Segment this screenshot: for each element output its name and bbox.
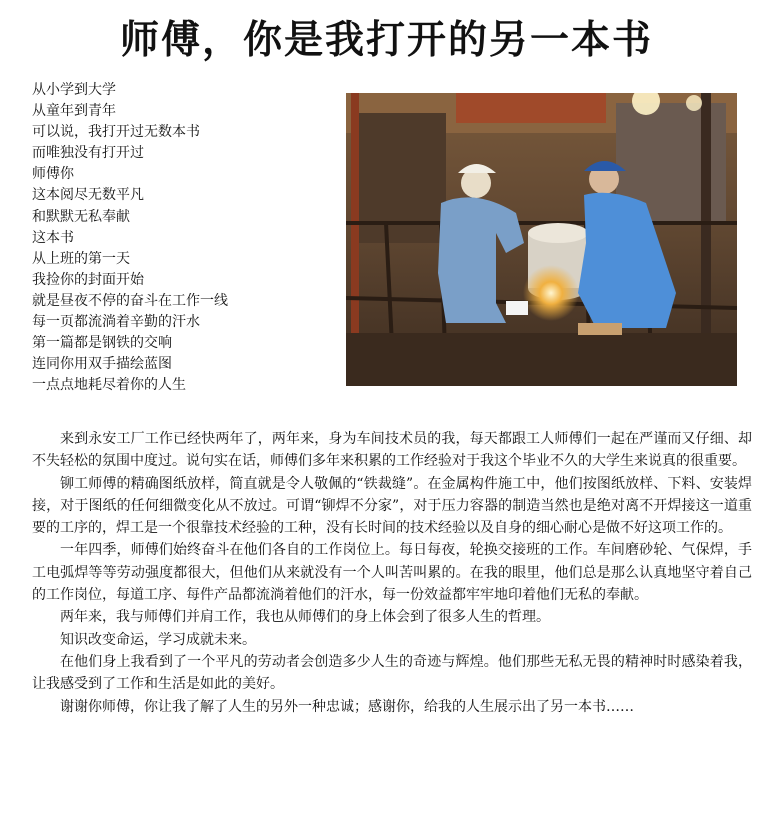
poem-line: 连同你用双手描绘蓝图 (32, 356, 172, 373)
paragraph: 知识改变命运，学习成就未来。 (60, 631, 256, 648)
page-title: 师傅，你是我打开的另一本书 (119, 17, 653, 63)
workshop-photo (346, 93, 737, 386)
paragraph: 来到永安工厂工作已经快两年了，两年来，身为车间技术员的我，每天都跟工人师傅们一起在严谨而又仔细、却不失轻松的氛围中度过。说句实在话，师傅们多年来积累的工作经验对于我这个毕业不久的大学生来说真的很重要。 (32, 431, 752, 470)
poem-line: 从小学到大学 (32, 82, 116, 98)
poem-line: 和默默无私奉献 (32, 208, 130, 225)
poem-line: 一点点地耗尽着你的人生 (32, 377, 186, 394)
poem-line: 第一篇都是钢铁的交响 (32, 335, 172, 352)
poem (32, 80, 332, 396)
poem-line: 师傅你 (32, 166, 74, 183)
poem-line: 这本阅尽无数平凡 (32, 187, 144, 204)
paragraph: 一年四季，师傅们始终奋斗在他们各自的工作岗位上。每日每夜，轮换交接班的工作。车间磨砂轮、气保焊，手工电弧焊等等劳动强度都很大，但他们从来就没有一个人叫苦叫累的。在我的眼里，他们总是那么认真地坚守着自己的工作岗位，每道工序、每件产品都流淌着他们的汗水，每一份效益都牢牢地印着他们无私的奉献。 (32, 542, 752, 604)
poem-line: 可以说，我打开过无数本书 (32, 124, 200, 141)
poem-line: 从上班的第一天 (32, 250, 130, 267)
paragraph: 两年来，我与师傅们并肩工作，我也从师傅们的身上体会到了很多人生的哲理。 (60, 609, 550, 626)
poem-line: 这本书 (32, 229, 74, 246)
poem-line: 我捡你的封面开始 (32, 271, 144, 288)
article-body (32, 428, 752, 718)
poem-line: 而唯独没有打开过 (32, 145, 144, 162)
welders-illustration (346, 93, 737, 386)
poem-line: 每一页都流淌着辛勤的汗水 (32, 314, 200, 331)
poem-line: 就是昼夜不停的奋斗在工作一线 (32, 292, 228, 309)
paragraph: 谢谢你师傅，你让我了解了人生的另外一种忠诚；感谢你，给我的人生展示出了另一本书…… (60, 698, 634, 715)
paragraph: 在他们身上我看到了一个平凡的劳动者会创造多少人生的奇迹与辉煌。他们那些无私无畏的精神时时感染着我，让我感受到了工作和生活是如此的美好。 (32, 653, 752, 693)
paragraph: 铆工师傅的精确图纸放样，简直就是令人敬佩的“铁裁缝”。在金属构件施工中，他们按图纸放样、下料、安装焊接，对于图纸的任何细微变化从不放过。可谓“铆焊不分家”，对于压力容器的制造当然也是绝对离不开焊接这一道重要的工序的，焊工是一个很靠技术经验的工种，没有长时间的技术经验以及自身的细心耐心是做不好这项工作的。 (32, 475, 752, 537)
poem-line: 从童年到青年 (32, 103, 116, 120)
